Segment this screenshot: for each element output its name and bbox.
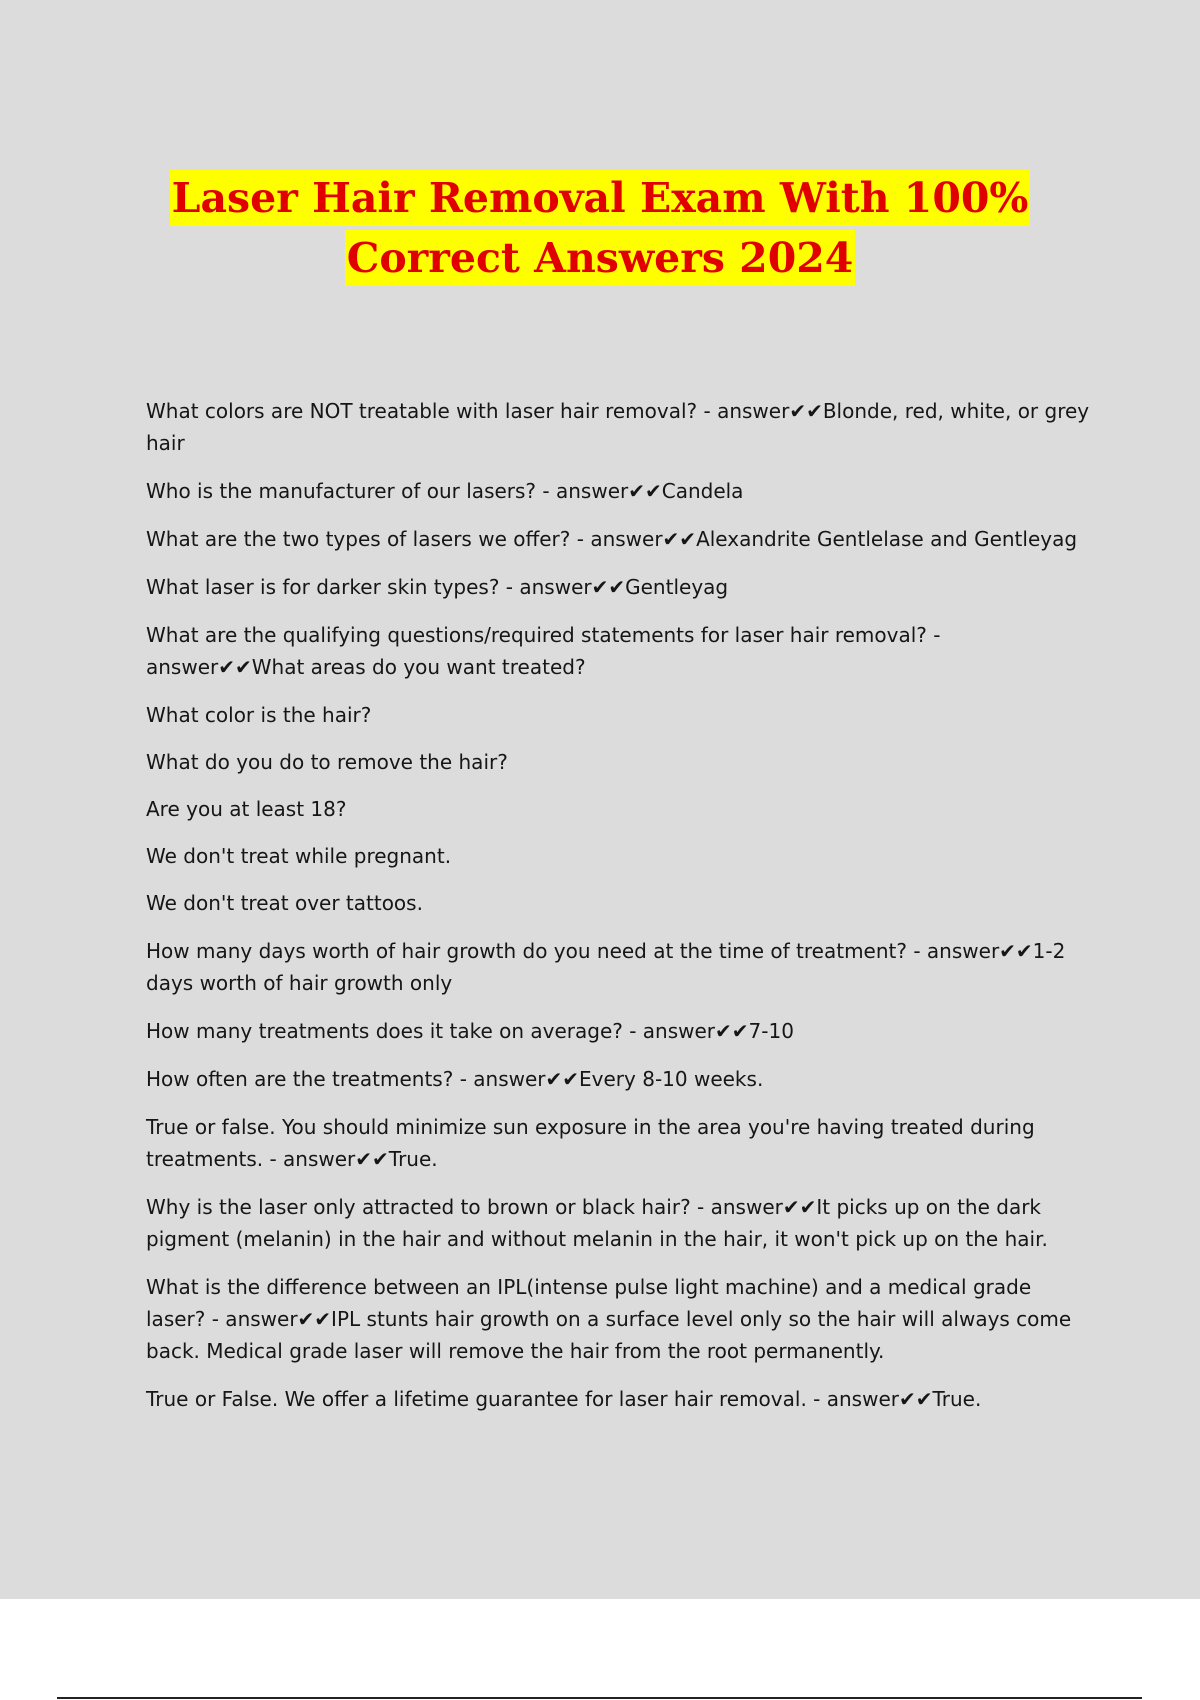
qa-item: What are the two types of lasers we offer? - answer✔✔Alexandrite Gentlelase and Gentleyag: [146, 527, 1078, 551]
qa-item: True or false. You should minimize sun exposure in the area you're having treated during treatments. - answer✔✔True.: [146, 1115, 1035, 1171]
qa-item: How many days worth of hair growth do you need at the time of treatment? - answer✔✔1-2 days worth of hair growth only: [146, 939, 1066, 995]
qa-item: Are you at least 18?: [146, 797, 347, 821]
qa-item: True or False. We offer a lifetime guarantee for laser hair removal. - answer✔✔True.: [146, 1387, 982, 1411]
qa-item: What color is the hair?: [146, 703, 372, 727]
title-line-2: Correct Answers 2024: [345, 230, 856, 286]
qa-item: Who is the manufacturer of our lasers? - answer✔✔Candela: [146, 479, 744, 503]
qa-item: How many treatments does it take on average? - answer✔✔7-10: [146, 1019, 794, 1043]
qa-item: What do you do to remove the hair?: [146, 750, 508, 774]
qa-item: Why is the laser only attracted to brown or black hair? - answer✔✔It picks up on the dark pigment (melanin) in the hair and without melanin in the hair, it won't pick up on the hair.: [146, 1195, 1048, 1251]
qa-item: How often are the treatments? - answer✔✔Every 8-10 weeks.: [146, 1067, 764, 1091]
qa-item: What laser is for darker skin types? - answer✔✔Gentleyag: [146, 575, 729, 599]
qa-item: What is the difference between an IPL(intense pulse light machine) and a medical grade laser? - answer✔✔IPL stunts hair growth on a surface level only so the hair will always come back. Medical grade laser will remove the hair from the root permanently.: [146, 1275, 1072, 1363]
qa-item: What are the qualifying questions/required statements for laser hair removal? - answer✔✔What areas do you want treated?: [146, 623, 941, 679]
document-title: [0, 168, 1200, 288]
title-line-1: Laser Hair Removal Exam With 100%: [170, 170, 1031, 226]
qa-item: We don't treat while pregnant.: [146, 844, 452, 868]
qa-item: We don't treat over tattoos.: [146, 891, 423, 915]
qa-item: What colors are NOT treatable with laser hair removal? - answer✔✔Blonde, red, white, or grey hair: [146, 399, 1090, 455]
footer-divider: [57, 1697, 1142, 1699]
page-bottom-margin: [0, 1599, 1200, 1700]
qa-list: [146, 395, 1096, 1431]
